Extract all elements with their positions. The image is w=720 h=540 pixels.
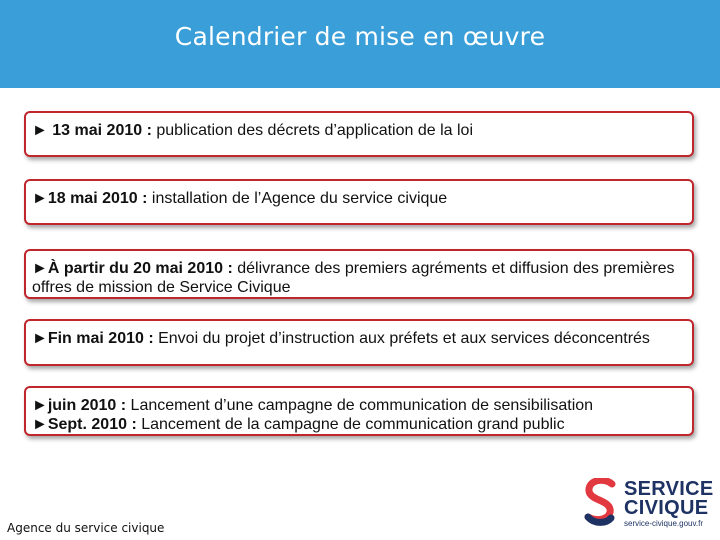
logo-word-service: SERVICE [624, 478, 714, 500]
timeline-text: Lancement d’une campagne de communication de sensibilisation [126, 397, 594, 414]
timeline-item [24, 111, 694, 157]
title-bar [0, 0, 720, 88]
logo-word-civique: CIVIQUE [624, 497, 709, 519]
timeline-date: ►Sept. 2010 : [32, 416, 137, 433]
footer-agency-name: Agence du service civique [7, 521, 165, 535]
timeline-line [32, 415, 686, 434]
timeline-text: Envoi du projet d’instruction aux préfets et aux services déconcentrés [153, 330, 650, 347]
logo-url: service-civique.gouv.fr [624, 519, 703, 528]
timeline-text: délivrance des premiers agréments et diffusion des premières offres de mission de Service Civique [32, 260, 675, 296]
timeline-date: ►juin 2010 : [32, 397, 127, 414]
logo-s-icon [584, 478, 618, 528]
timeline-line [32, 396, 686, 415]
timeline-line [32, 121, 686, 140]
timeline-date: ► 13 mai 2010 : [32, 122, 152, 139]
timeline-date: ►18 mai 2010 : [32, 190, 148, 207]
timeline-item [24, 319, 694, 366]
slide-title: Calendrier de mise en œuvre [174, 22, 546, 51]
service-civique-logo [584, 478, 716, 528]
timeline-text: installation de l’Agence du service civique [147, 190, 448, 207]
timeline-line [32, 189, 686, 208]
timeline-date: ►Fin mai 2010 : [32, 330, 154, 347]
timeline-line [32, 329, 686, 348]
timeline-item [24, 179, 694, 225]
timeline-text: publication des décrets d’application de la loi [151, 122, 473, 139]
timeline-item [24, 249, 694, 299]
timeline-text: Lancement de la campagne de communication grand public [136, 416, 565, 433]
timeline-line [32, 259, 686, 297]
timeline-date: ►À partir du 20 mai 2010 : [32, 260, 233, 277]
timeline-item [24, 386, 694, 436]
